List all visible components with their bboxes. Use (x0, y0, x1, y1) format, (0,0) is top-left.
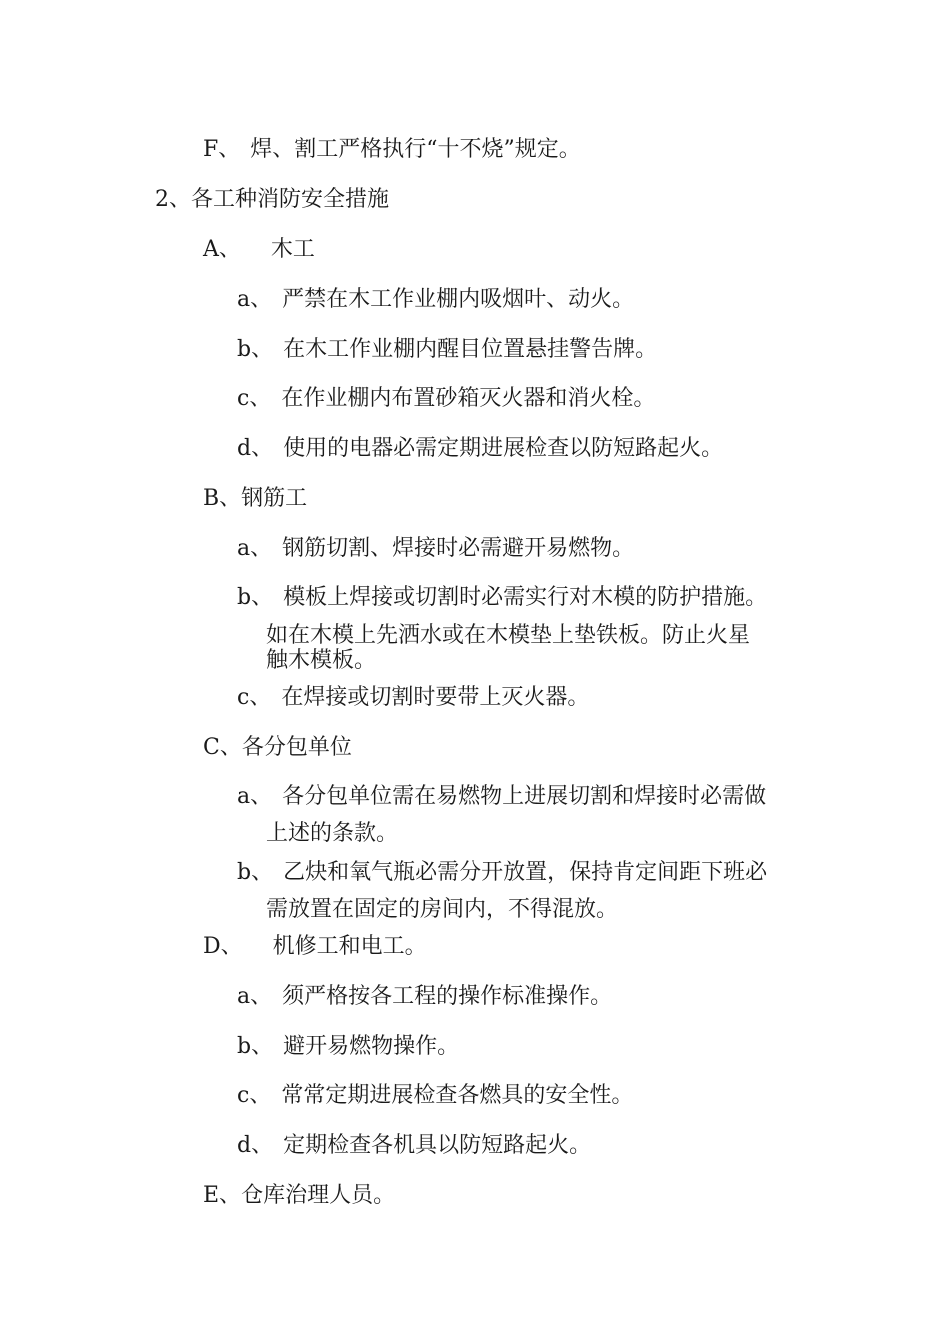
item-b-b-continuation: 如在木模上先洒水或在木模垫上垫铁板。防止火星 (266, 623, 751, 648)
item-c-a-continuation: 上述的条款。 (266, 821, 399, 846)
item-b-c (237, 684, 589, 712)
item-d-b (237, 1033, 459, 1061)
item-text: 模板上焊接或切割时必需实行对木模的防护措施。 (283, 585, 768, 610)
item-marker: C、 (203, 735, 242, 760)
item-text: 焊、割工严格执行“十不烧”规定。 (250, 137, 581, 162)
item-marker: a、 (237, 784, 273, 809)
item-text: 在焊接或切割时要带上灭火器。 (281, 685, 590, 710)
item-marker: c、 (237, 685, 272, 710)
item-marker: c、 (237, 1083, 272, 1108)
item-text: 钢筋工 (241, 486, 308, 511)
item-a-d (237, 435, 723, 463)
item-marker: a、 (237, 984, 273, 1009)
item-c-b-continuation: 需放置在固定的房间内，不得混放。 (266, 897, 619, 922)
item-b-b-continuation: 触木模板。 (266, 648, 377, 673)
item-marker: F、 (203, 137, 241, 162)
item-marker: E、 (203, 1183, 242, 1208)
item-a-a (237, 286, 634, 314)
item-marker: D、 (203, 934, 243, 959)
item-b-b (237, 584, 767, 612)
item-marker: b、 (237, 337, 274, 362)
item-text: 钢筋切割、焊接时必需避开易燃物。 (282, 536, 635, 561)
item-marker: d、 (237, 436, 274, 461)
item-marker: d、 (237, 1133, 274, 1158)
item-c-b (237, 859, 767, 887)
item-text: 木工 (270, 237, 315, 262)
item-c-heading (203, 734, 352, 762)
item-text: 各工种消防安全措施 (191, 187, 390, 212)
item-d-d (237, 1132, 591, 1160)
item-d-heading (203, 933, 427, 961)
item-a-heading (203, 236, 315, 264)
item-text: 各分包单位需在易燃物上进展切割和焊接时必需做 (282, 784, 767, 809)
item-marker: a、 (237, 536, 273, 561)
item-d-c (237, 1082, 633, 1110)
item-marker: c、 (237, 386, 272, 411)
item-marker: 2、 (155, 187, 191, 212)
item-a-c (237, 385, 655, 413)
item-marker: a、 (237, 287, 273, 312)
item-marker: b、 (237, 1034, 274, 1059)
item-text: 使用的电器必需定期进展检查以防短路起火。 (283, 436, 724, 461)
item-marker: A、 (203, 237, 241, 262)
item-text: 在作业棚内布置砂箱灭火器和消火栓。 (281, 386, 656, 411)
item-c-a (237, 783, 766, 811)
item-text: 定期检查各机具以防短路起火。 (283, 1133, 592, 1158)
item-e-heading (203, 1182, 395, 1210)
item-text: 机修工和电工。 (272, 934, 427, 959)
item-a-b (237, 336, 657, 364)
item-text: 各分包单位 (241, 735, 352, 760)
item-text: 仓库治理人员。 (241, 1183, 396, 1208)
item-text: 严禁在木工作业棚内吸烟叶、动火。 (282, 287, 635, 312)
item-d-a (237, 983, 612, 1011)
item-text: 常常定期进展检查各燃具的安全性。 (281, 1083, 634, 1108)
section-2-heading (155, 186, 389, 214)
item-f (203, 136, 581, 164)
item-b-heading (203, 485, 307, 513)
item-marker: B、 (203, 486, 242, 511)
item-marker: b、 (237, 860, 274, 885)
item-b-a (237, 535, 634, 563)
item-text: 在木工作业棚内醒目位置悬挂警告牌。 (283, 337, 658, 362)
item-text: 乙炔和氧气瓶必需分开放置，保持肯定间距下班必 (283, 860, 768, 885)
item-marker: b、 (237, 585, 274, 610)
item-text: 须严格按各工程的操作标准操作。 (282, 984, 613, 1009)
item-text: 避开易燃物操作。 (283, 1034, 460, 1059)
